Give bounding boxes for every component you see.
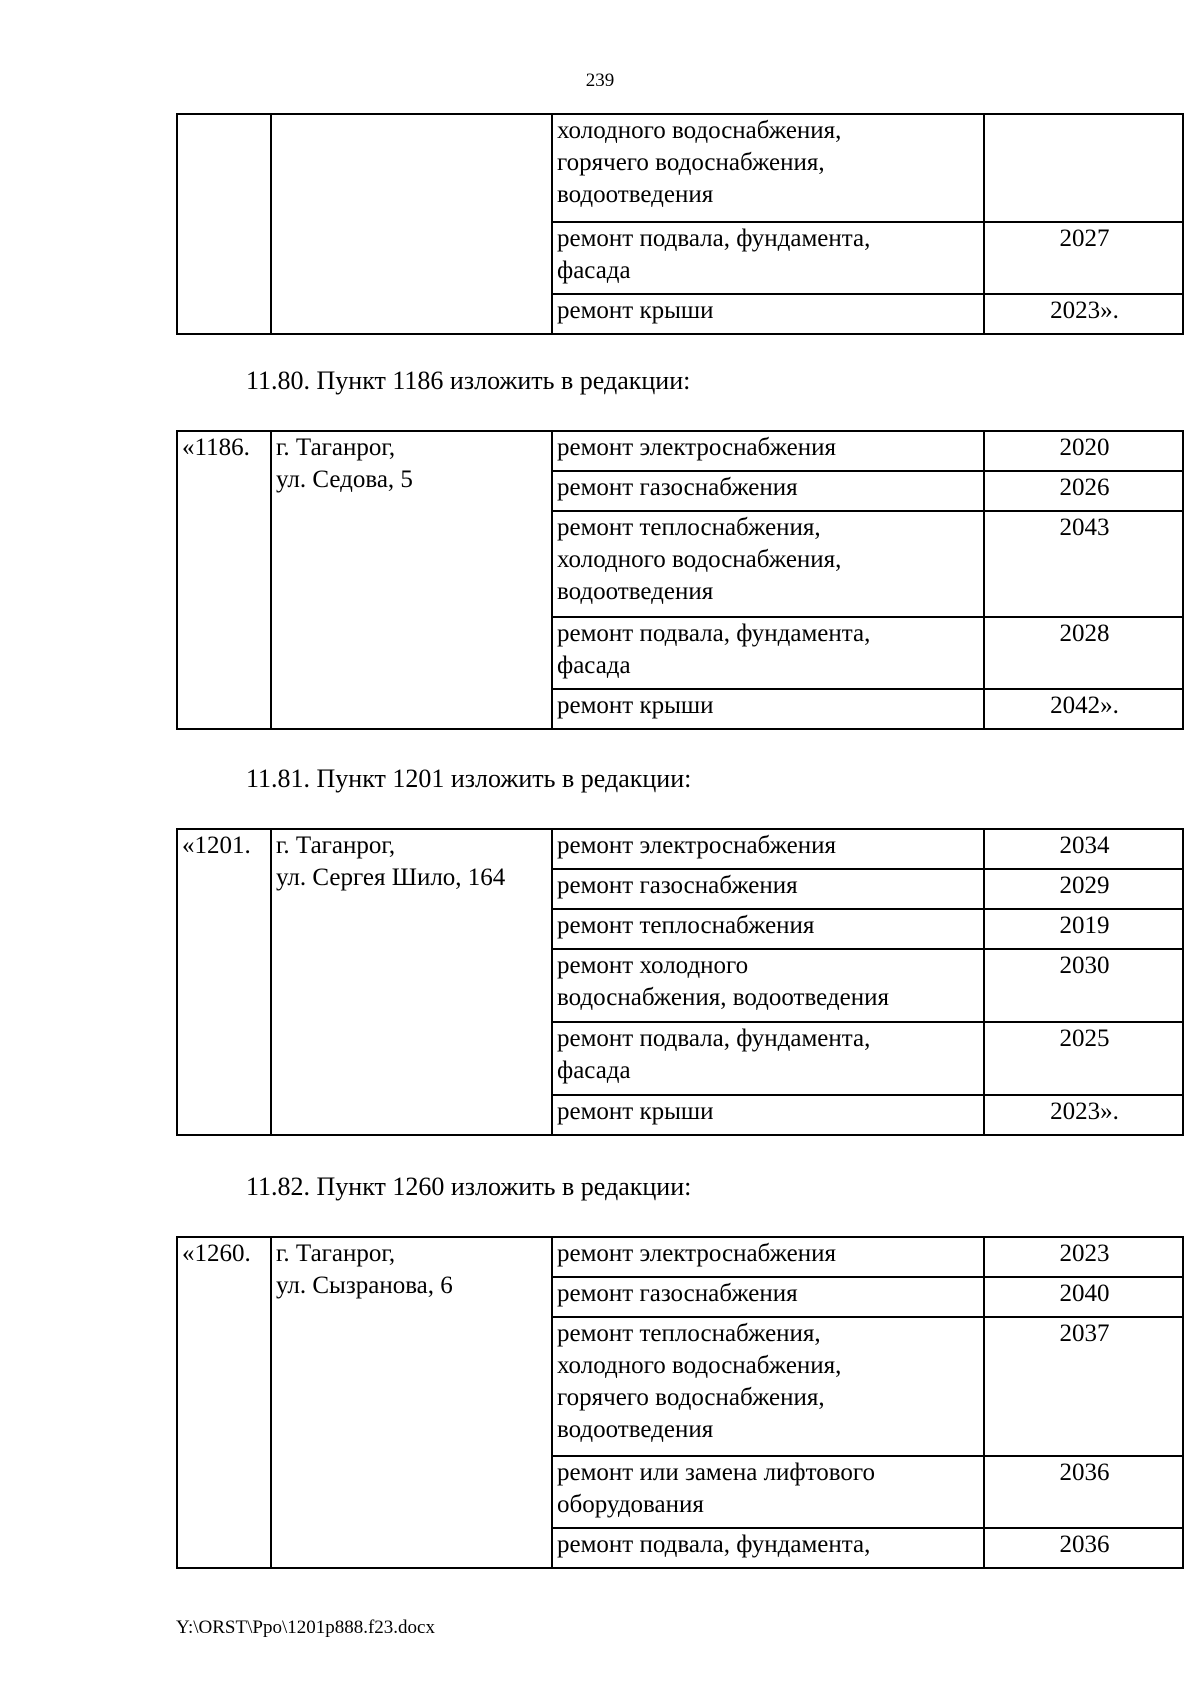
work-cell: ремонт газоснабжения: [552, 471, 984, 511]
footer-file-path: Y:\ORST\Ppo\1201p888.f23.docx: [176, 1617, 435, 1638]
year-cell: 2036: [984, 1456, 1183, 1528]
year-cell: 2036: [984, 1528, 1183, 1568]
year-cell: 2023: [984, 1237, 1183, 1277]
work-cell: ремонт подвала, фундамента, фасада: [552, 222, 984, 294]
section-heading: 11.82. Пункт 1260 изложить в редакции:: [246, 1172, 692, 1201]
work-cell: ремонт крыши: [552, 689, 984, 729]
table-row: [177, 829, 1183, 869]
year-cell: 2020: [984, 431, 1183, 471]
year-cell: 2025: [984, 1022, 1183, 1095]
work-cell: ремонт электроснабжения: [552, 431, 984, 471]
work-cell: ремонт подвала, фундамента, фасада: [552, 1022, 984, 1095]
work-cell: ремонт теплоснабжения, холодного водоснабжения, водоотведения: [552, 511, 984, 617]
year-cell: 2023».: [984, 1095, 1183, 1135]
year-cell: 2043: [984, 511, 1183, 617]
work-cell: ремонт электроснабжения: [552, 829, 984, 869]
work-cell: ремонт подвала, фундамента, фасада: [552, 617, 984, 689]
year-cell: 2028: [984, 617, 1183, 689]
year-cell: 2042».: [984, 689, 1183, 729]
work-cell: ремонт электроснабжения: [552, 1237, 984, 1277]
year-cell: 2030: [984, 949, 1183, 1022]
year-cell: 2029: [984, 869, 1183, 909]
work-cell: ремонт или замена лифтового оборудования: [552, 1456, 984, 1528]
work-cell: ремонт газоснабжения: [552, 1277, 984, 1317]
section-heading: 11.80. Пункт 1186 изложить в редакции:: [246, 366, 691, 395]
year-cell: 2034: [984, 829, 1183, 869]
work-cell: ремонт крыши: [552, 294, 984, 334]
year-cell: 2027: [984, 222, 1183, 294]
item-table-1201: [176, 828, 1184, 1136]
item-number: «1260.: [177, 1237, 271, 1568]
item-address: г. Таганрог, ул. Седова, 5: [271, 431, 552, 729]
year-cell: 2037: [984, 1317, 1183, 1456]
year-cell: 2023».: [984, 294, 1183, 334]
number-cell: [177, 114, 271, 334]
work-cell: ремонт теплоснабжения, холодного водоснабжения, горячего водоснабжения, водоотведения: [552, 1317, 984, 1456]
year-cell: [984, 114, 1183, 222]
table-row: [177, 1237, 1183, 1277]
section-heading: 11.81. Пункт 1201 изложить в редакции:: [246, 764, 692, 793]
page-number: 239: [585, 70, 615, 91]
item-table-1186: [176, 430, 1184, 730]
work-cell: ремонт крыши: [552, 1095, 984, 1135]
item-address: г. Таганрог, ул. Сергея Шило, 164: [271, 829, 552, 1135]
work-cell: холодного водоснабжения, горячего водоснабжения, водоотведения: [552, 114, 984, 222]
item-number: «1201.: [177, 829, 271, 1135]
item-number: «1186.: [177, 431, 271, 729]
table-row: [177, 431, 1183, 471]
work-cell: ремонт теплоснабжения: [552, 909, 984, 949]
address-cell: [271, 114, 552, 334]
year-cell: 2026: [984, 471, 1183, 511]
work-cell: ремонт газоснабжения: [552, 869, 984, 909]
year-cell: 2019: [984, 909, 1183, 949]
item-table-1260: [176, 1236, 1184, 1569]
item-address: г. Таганрог, ул. Сызранова, 6: [271, 1237, 552, 1568]
table-row: [177, 114, 1183, 222]
work-cell: ремонт холодного водоснабжения, водоотведения: [552, 949, 984, 1022]
work-cell: ремонт подвала, фундамента,: [552, 1528, 984, 1568]
continuation-table: [176, 113, 1184, 335]
year-cell: 2040: [984, 1277, 1183, 1317]
